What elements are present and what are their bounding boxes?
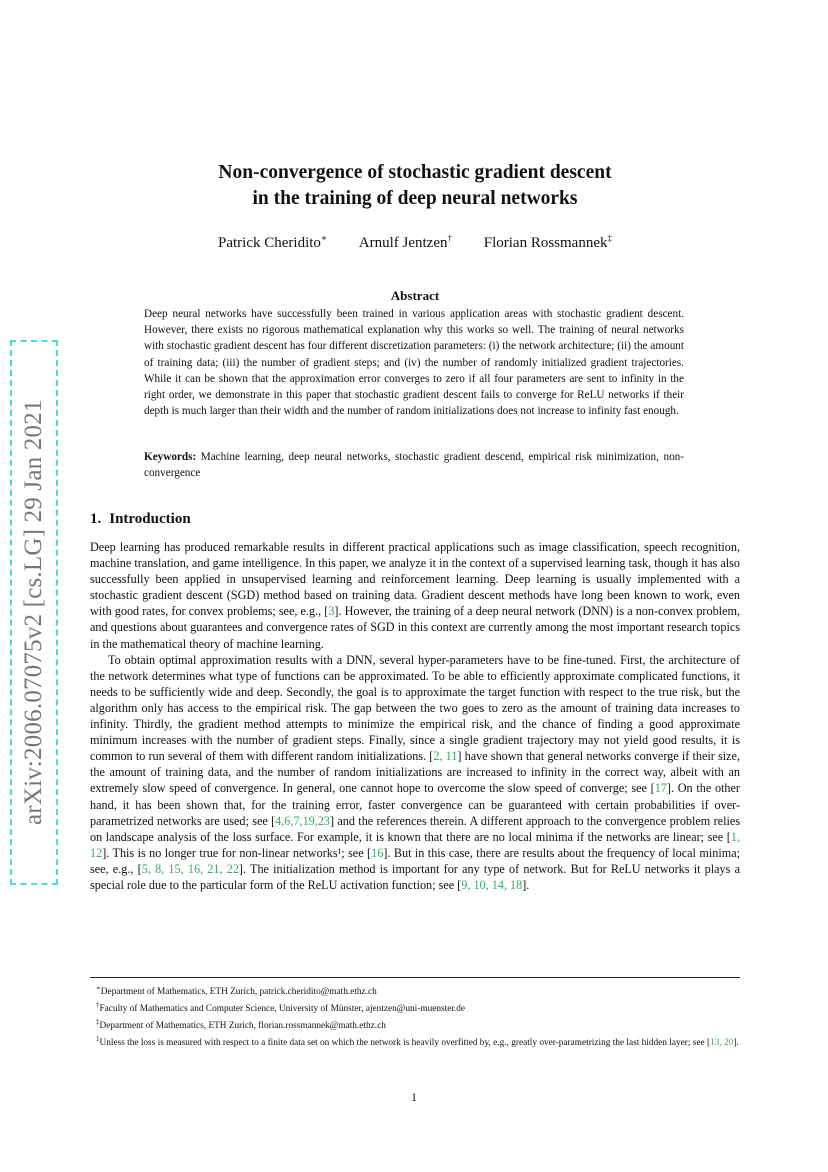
keywords	[144, 449, 684, 481]
author-name: Arnulf Jentzen	[358, 235, 448, 251]
page-number: 1	[411, 1090, 417, 1104]
author	[484, 235, 612, 251]
author	[359, 235, 452, 251]
footnote	[90, 982, 740, 999]
section-heading	[90, 511, 191, 528]
footnote-mark: ‡	[96, 1018, 100, 1027]
footnote-mark: 1	[96, 1035, 100, 1044]
footnote-text: Unless the loss is measured with respect to a finite data set on which the network is heavily overfitted by, e.g., greatly over-parametrizing the last hidden layer; see [13, 20].	[99, 1038, 739, 1049]
author	[218, 235, 327, 251]
paragraph-1: Deep learning has produced remarkable results in different practical applications such as image classification, speech recognition, machine translation, and game intelligence. In this paper, we analyze it in the context of a supervised learning task, though it has also successfully been applied in unsupervised learning and reinforcement learning. Deep learning is usually implemented with a stochastic gradient descent (SGD) method based on training data. Gradient descent methods have long been known to work, even with good rates, for convex problems; see, e.g., [3]. However, the training of a deep neural network (DNN) is a non-convex problem, and questions about guarantees and convergence rates of SGD in this context are currently among the most important research topics in the mathematical theory of machine learning.	[90, 540, 740, 651]
section-title: Introduction	[109, 511, 191, 527]
paper-title	[90, 160, 740, 212]
arxiv-stamp: arXiv:2006.07075v2 [cs.LG] 29 Jan 2021	[10, 340, 58, 885]
abstract-heading: Abstract	[390, 288, 440, 303]
footnote	[90, 999, 740, 1016]
author-mark: ‡	[607, 233, 612, 243]
author-name: Florian Rossmannek	[483, 235, 608, 251]
footnote-rule	[90, 977, 740, 978]
paragraph-2: To obtain optimal approximation results with a DNN, several hyper-parameters have to be fine-tuned. First, the architecture of the network determines what type of functions can be approximated. To be able to efficiently approximate complicated functions, it needs to be sufficiently wide and deep. Secondly, the goal is to approximate the target function with respect to the true risk, but the algorithm only has access to the empirical risk. The gap between the two goes to zero as the amount of training data increases to infinity. Thirdly, the gradient method attempts to minimize the empirical risk, and the chance of finding a good approximate minimum increases with the number of gradient steps. Finally, since a single gradient trajectory may not yield good results, it is common to run several of them with different random initializations. [2, 11] have shown that general networks converge if their size, the amount of training data, and the number of random initializations are increased to infinity in the correct way, albeit with an extremely slow speed of convergence. In general, one cannot hope to overcome the slow speed of converge; see [17]. On the other hand, it has been shown that, for the training error, faster convergence can be guaranteed with certain probabilities if over-parametrized networks are used; see [4,6,7,19,23] and the references therein. A different approach to the convergence problem relies on landscape analysis of the loss surface. For example, it is known that there are no local minima if the networks are linear; see [1, 12]. This is no longer true for non-linear networks¹; see [16]. But in this case, there are results about the frequency of local minima; see, e.g., [5, 8, 15, 16, 21, 22]. The initialization method is important for any type of network. But for ReLU networks it plays a special role due to the particular form of the ReLU activation function; see [9, 10, 14, 18].	[90, 652, 741, 892]
title-line-1: Non-convergence of stochastic gradient descent	[218, 162, 612, 183]
title-line-2: in the training of deep neural networks	[252, 188, 578, 209]
keywords-text: Machine learning, deep neural networks, stochastic gradient descend, empirical risk minimization, non-convergence	[144, 451, 684, 480]
footnotes	[90, 982, 740, 1050]
footnote	[90, 1033, 740, 1050]
abstract-text: Deep neural networks have successfully been trained in various application areas with stochastic gradient descent. However, there exists no rigorous mathematical explanation why this works so well. The training of neural networks with stochastic gradient descent has four different discretization parameters: (i) the network architecture; (ii) the amount of training data; (iii) the number of gradient steps; and (iv) the number of randomly initialized gradient trajectories. While it can be shown that the approximation error converges to zero if all four parameters are sent to infinity in the right order, we demonstrate in this paper that stochastic gradient descent fails to converge for ReLU networks if their depth is much larger than their width and the number of random initializations does not increase to infinity fast enough.	[144, 308, 684, 418]
section-number: 1.	[90, 511, 102, 527]
author-mark: †	[447, 233, 452, 243]
author-mark: ∗	[320, 233, 328, 243]
footnote-mark: †	[96, 1001, 100, 1010]
footnote-text: Department of Mathematics, ETH Zurich, florian.rossmannek@math.ethz.ch	[99, 1021, 386, 1032]
footnote-text: Department of Mathematics, ETH Zurich, patrick.cheridito@math.ethz.ch	[100, 987, 377, 998]
footnote-text: Faculty of Mathematics and Computer Science, University of Münster, ajentzen@uni-muenster.de	[99, 1004, 466, 1015]
footnote-mark: ∗	[96, 984, 101, 992]
author-list	[90, 233, 740, 252]
keywords-label: Keywords:	[144, 451, 197, 463]
body-text	[90, 539, 740, 893]
author-name: Patrick Cheridito	[218, 235, 321, 251]
footnote	[90, 1016, 740, 1033]
